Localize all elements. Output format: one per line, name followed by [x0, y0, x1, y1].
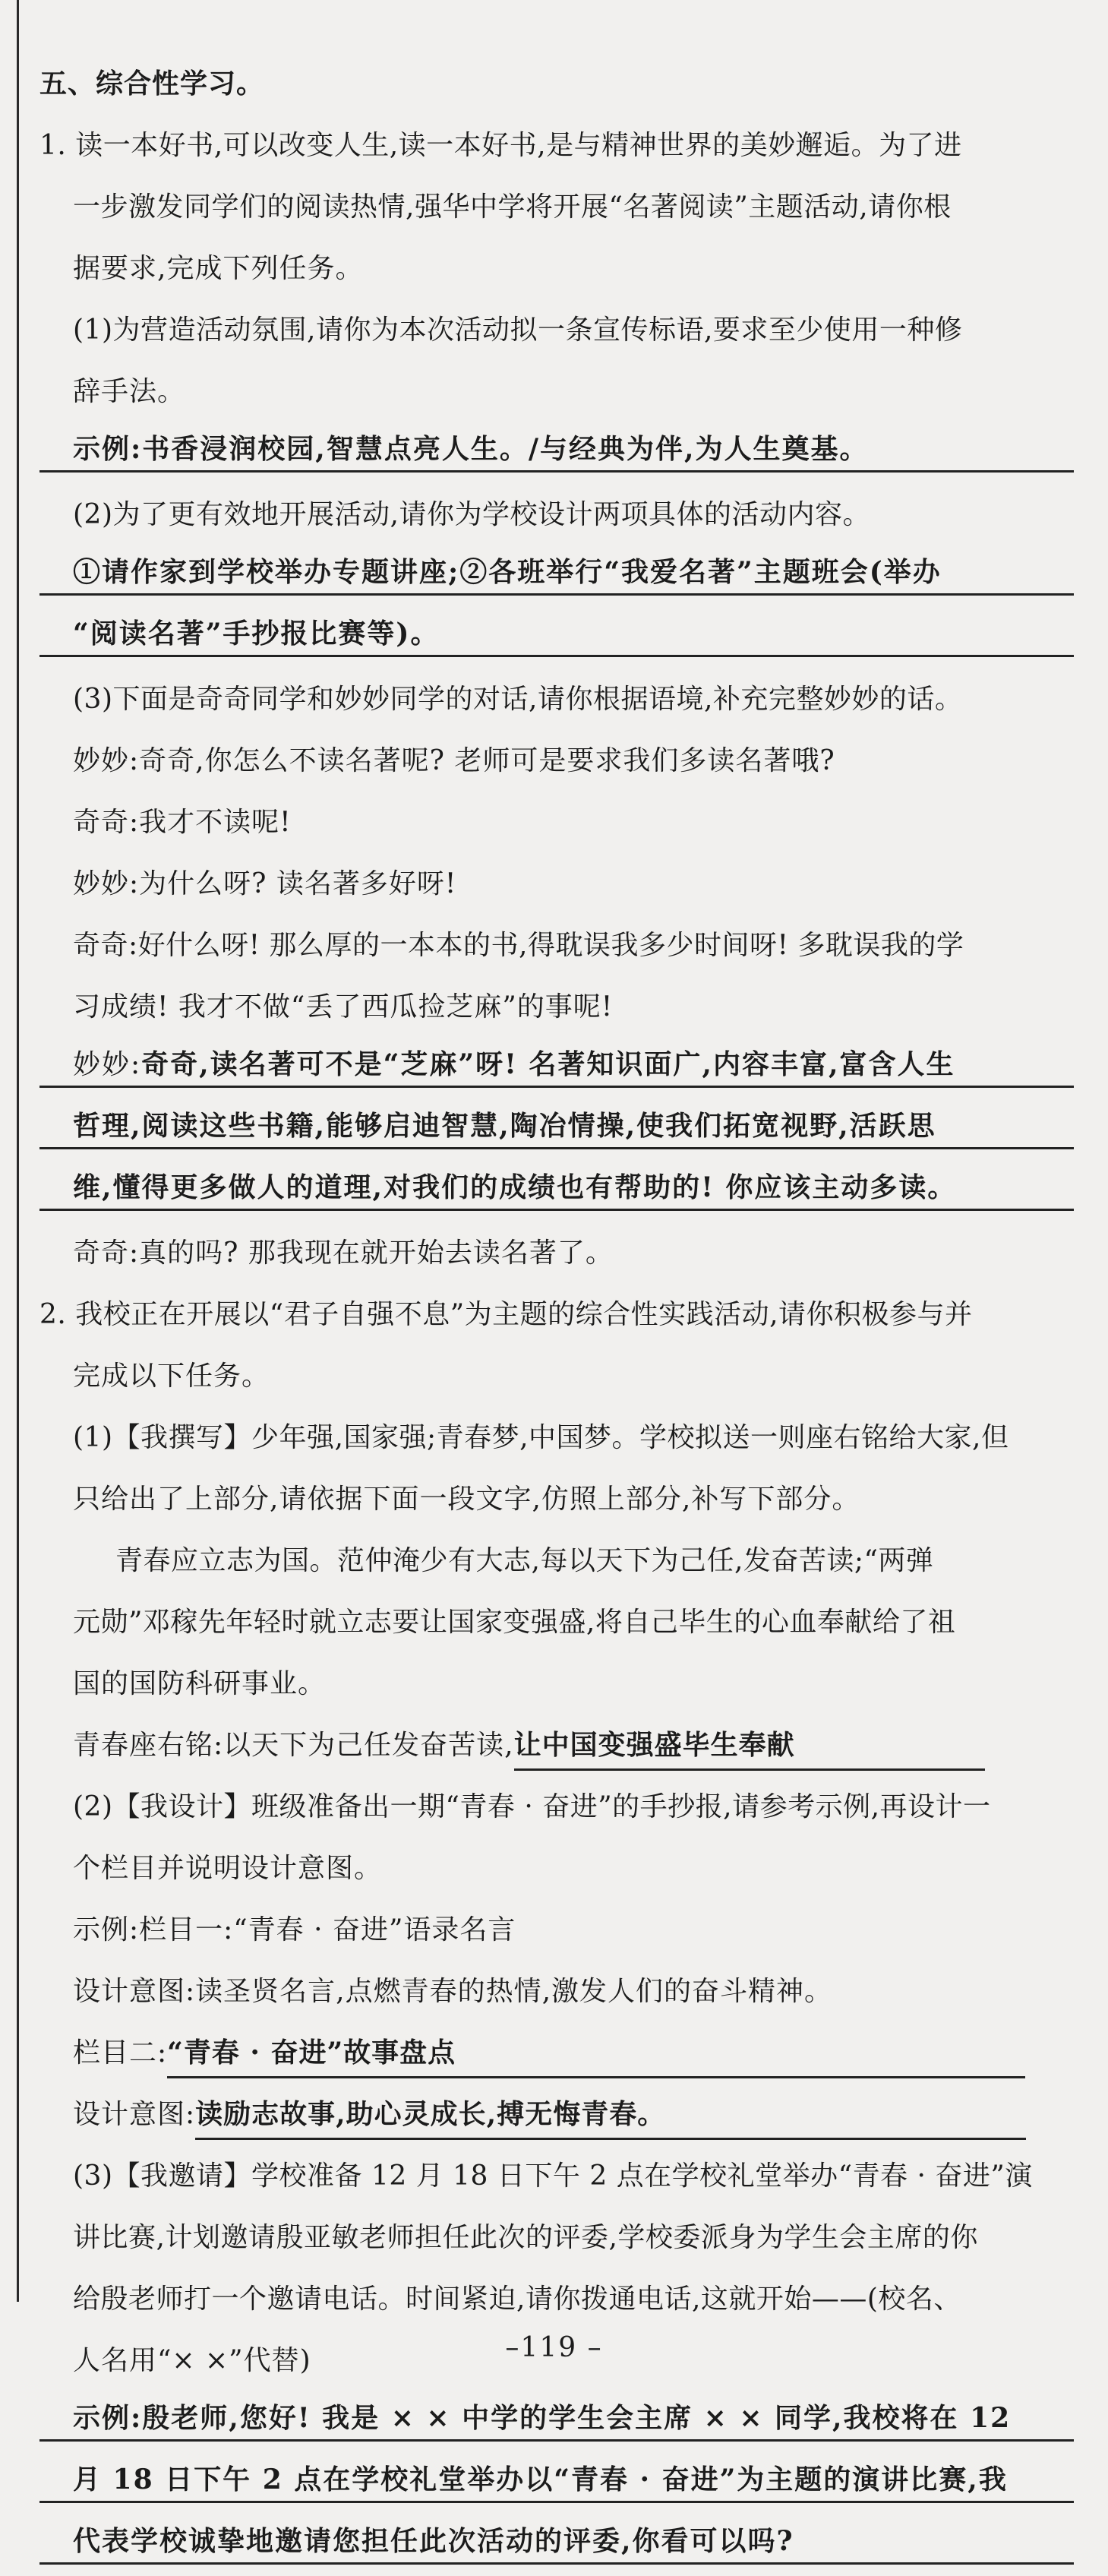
dialogue-line: 奇奇:我才不读呢!	[73, 807, 292, 838]
answer-text: 奇奇,读名著可不是“芝麻”呀! 名著知识面广,内容丰富,富含人生	[141, 1048, 955, 1080]
q2-task3-answer: 月 18 日下午 2 点在学校礼堂举办以“青春 · 奋进”为主题的演讲比赛,我	[39, 2453, 1074, 2503]
q2-task2-prompt: 个栏目并说明设计意图。	[73, 1853, 383, 1884]
dialogue-line: 妙妙:为什么呀? 读名著多好呀!	[73, 868, 457, 899]
q1-intro-line: 一步激发同学们的阅读热情,强华中学将开展“名著阅读”主题活动,请你根	[73, 191, 952, 223]
intent-label: 设计意图:	[73, 2099, 196, 2130]
q1-task3-answer: 哲理,阅读这些书籍,能够启迪智慧,陶冶情操,使我们拓宽视野,活跃思	[39, 1099, 1074, 1149]
section-title: 五、综合性学习。	[39, 68, 265, 100]
dialogue-line: 习成绩! 我才不做“丢了西瓜捡芝麻”的事呢!	[73, 991, 614, 1022]
intent-line	[39, 2084, 1074, 2145]
q1-task2-prompt: (2)为了更有效地开展活动,请你为学校设计两项具体的活动内容。	[73, 499, 870, 530]
dialogue-line: 奇奇:真的吗? 那我现在就开始去读名著了。	[73, 1237, 614, 1269]
q2-task3-prompt: 给殷老师打一个邀请电话。时间紧迫,请你拨通电话,这就开始——(校名、	[73, 2284, 961, 2315]
q2-task3-prompt: 讲比赛,计划邀请殷亚敏老师担任此次的评委,学校委派身为学生会主席的你	[73, 2222, 978, 2253]
q2-task3-prompt: (3)【我邀请】学校准备 12 月 18 日下午 2 点在学校礼堂举办“青春 · 奋进”演	[73, 2160, 1033, 2192]
column2-answer: “青春 · 奋进”故事盘点	[167, 2029, 1025, 2078]
q1-task3-answer	[39, 1038, 1074, 1088]
q2-task3-answer: 示例:殷老师,您好! 我是 × × 中学的学生会主席 × × 同学,我校将在 12	[39, 2391, 1074, 2442]
example-column: 示例:栏目一:“青春 · 奋进”语录名言	[73, 1914, 516, 1945]
q2-task1-prompt: 只给出了上部分,请依据下面一段文字,仿照上部分,补写下部分。	[73, 1484, 860, 1515]
q2-intro-line: 2. 我校正在开展以“君子自强不息”为主题的综合性实践活动,请你积极参与并	[39, 1299, 973, 1330]
q1-task1-prompt: (1)为营造活动氛围,请你为本次活动拟一条宣传标语,要求至少使用一种修	[73, 314, 963, 346]
column2-label: 栏目二:	[73, 2037, 168, 2069]
motto-answer: 让中国变强盛毕生奉献	[514, 1721, 985, 1771]
passage-line: 国的国防科研事业。	[73, 1668, 327, 1699]
q2-task2-prompt: (2)【我设计】班级准备出一期“青春 · 奋进”的手抄报,请参考示例,再设计一	[73, 1791, 991, 1822]
q1-task3-prompt: (3)下面是奇奇同学和妙妙同学的对话,请你根据语境,补充完整妙妙的话。	[73, 684, 963, 715]
dialogue-line: 妙妙:奇奇,你怎么不读名著呢? 老师可是要求我们多读名著哦?	[73, 745, 835, 776]
q1-intro-line: 1. 读一本好书,可以改变人生,读一本好书,是与精神世界的美妙邂逅。为了进	[39, 130, 962, 161]
q1-task2-answer: ①请作家到学校举办专题讲座;②各班举行“我爱名著”主题班会(举办	[39, 545, 1074, 596]
motto-label: 青春座右铭:以天下为己任发奋苦读,	[73, 1730, 514, 1761]
q1-task1-prompt: 辞手法。	[73, 376, 186, 407]
dialogue-line: 奇奇:好什么呀! 那么厚的一本本的书,得耽误我多少时间呀! 多耽误我的学	[73, 930, 964, 961]
q2-task3-answer: 代表学校诚挚地邀请您担任此次活动的评委,你看可以吗?	[39, 2514, 1074, 2565]
left-margin-rule	[17, 0, 19, 2302]
q1-intro-line: 据要求,完成下列任务。	[73, 253, 364, 284]
motto-line	[39, 1715, 1074, 1776]
intent-answer: 读励志故事,助心灵成长,搏无悔青春。	[195, 2091, 1026, 2140]
q1-task3-answer: 维,懂得更多做人的道理,对我们的成绩也有帮助的! 你应该主动多读。	[39, 1161, 1074, 1211]
speaker-label: 妙妙:	[73, 1049, 142, 1080]
passage-line: 青春应立志为国。范仲淹少有大志,每以天下为己任,发奋苦读;“两弹	[115, 1545, 934, 1576]
column2-line	[39, 2022, 1074, 2084]
example-intent: 设计意图:读圣贤名言,点燃青春的热情,激发人们的奋斗精神。	[73, 1976, 833, 2007]
page-number: –119 –	[505, 2332, 603, 2363]
q2-intro-line: 完成以下任务。	[73, 1361, 270, 1392]
q2-task3-prompt: 人名用“× ×”代替)	[73, 2345, 311, 2376]
q2-task1-prompt: (1)【我撰写】少年强,国家强;青春梦,中国梦。学校拟送一则座右铭给大家,但	[73, 1422, 1009, 1453]
content-area	[39, 53, 1074, 2576]
q1-task1-answer: 示例:书香浸润校园,智慧点亮人生。/与经典为伴,为人生奠基。	[39, 422, 1074, 473]
passage-line: 元勋”邓稼先年轻时就立志要让国家变强盛,将自己毕生的心血奉献给了祖	[73, 1607, 956, 1638]
q1-task2-answer: “阅读名著”手抄报比赛等)。	[39, 607, 1074, 657]
